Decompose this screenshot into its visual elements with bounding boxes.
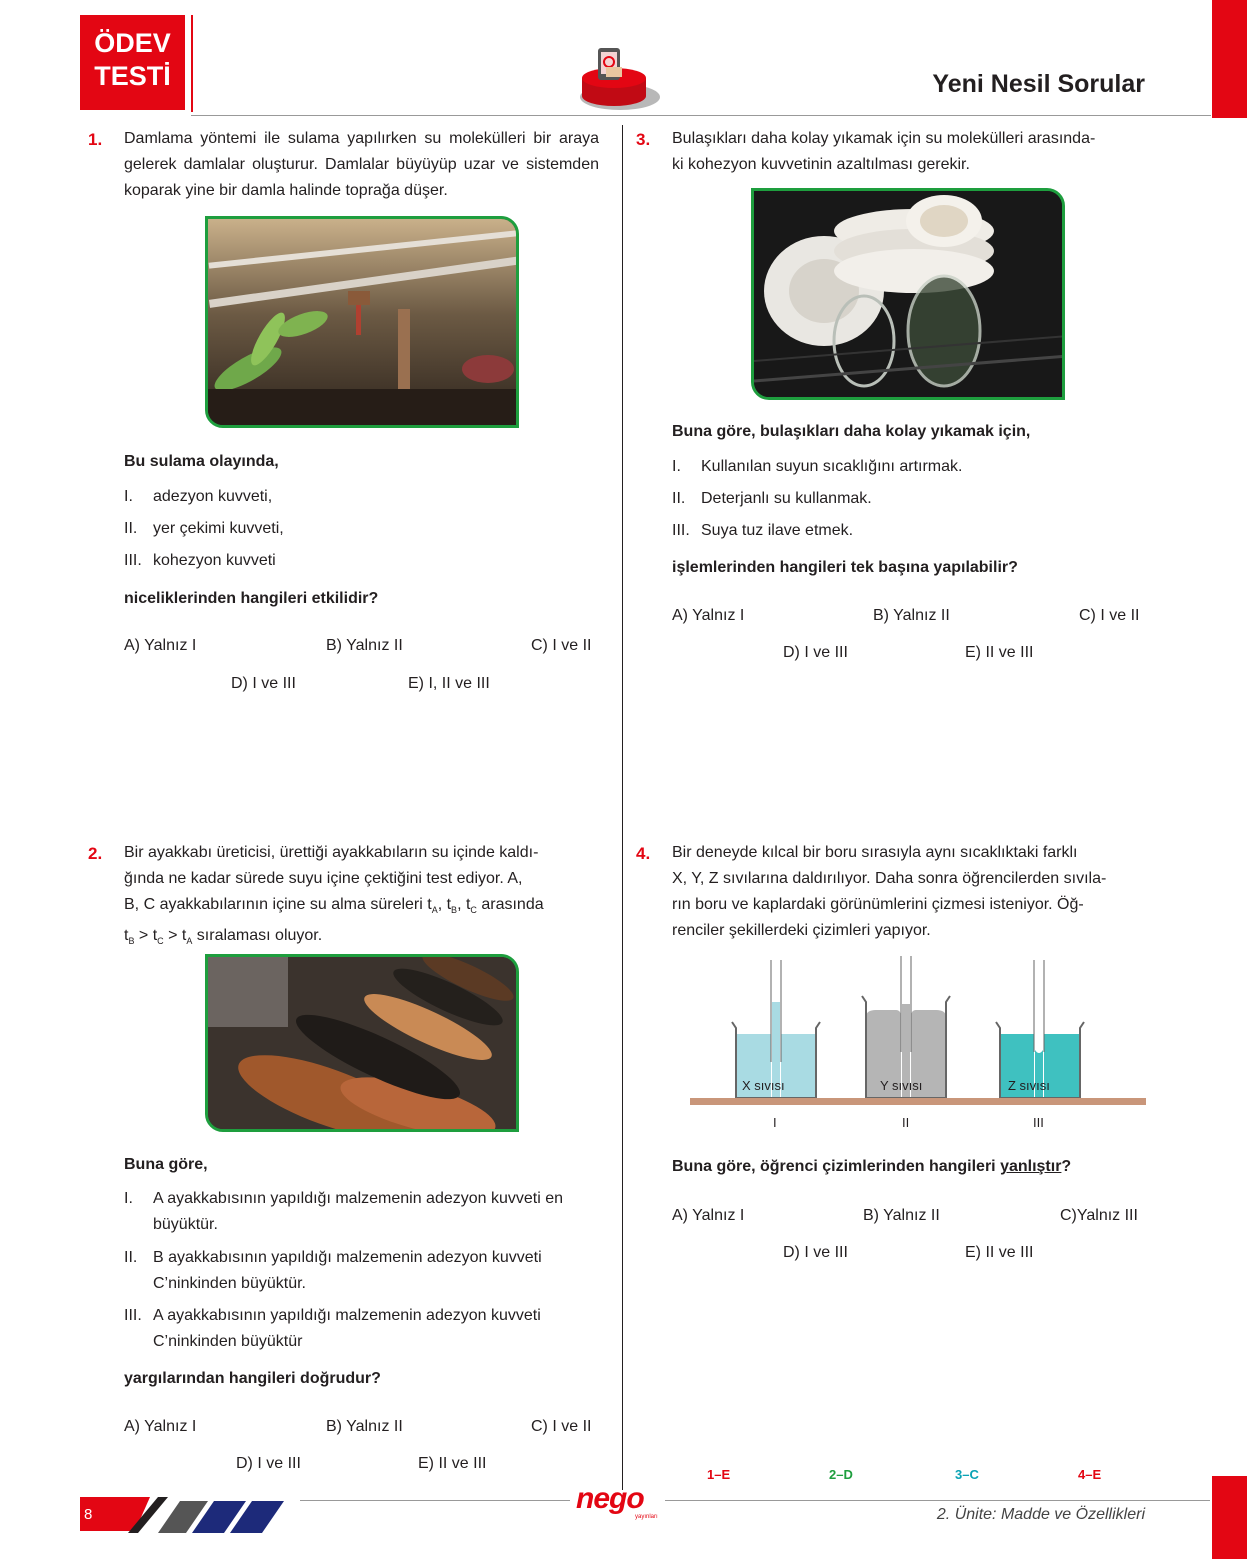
nego-logo-sub: yayınları bbox=[635, 1514, 658, 1520]
answer-4: 4–E bbox=[1078, 1467, 1102, 1482]
shoes-photo bbox=[205, 954, 519, 1132]
roman-iii: III bbox=[1033, 1115, 1044, 1130]
q4-prompt-suffix: ? bbox=[1061, 1158, 1072, 1175]
q3-item-1-roman: I. bbox=[672, 458, 681, 475]
comma-2: , bbox=[457, 896, 466, 913]
table-surface bbox=[690, 1098, 1146, 1105]
comma-1: , bbox=[437, 896, 447, 913]
q4-line-4: renciler şekillerdeki çizimleri yapıyor. bbox=[672, 922, 931, 939]
t-b: t bbox=[446, 896, 452, 913]
order-sub-c: C bbox=[157, 936, 164, 947]
footer-line-left bbox=[300, 1500, 570, 1501]
question-2-number: 2. bbox=[88, 844, 103, 863]
q4-option-a[interactable]: A) Yalnız I bbox=[672, 1207, 745, 1224]
order-t-c: t bbox=[152, 927, 158, 945]
q2-line-1: Bir ayakkabı üreticisi, ürettiği ayakkabıların su içinde kaldı- bbox=[124, 844, 539, 861]
q2-item-2-text: B ayakkabısının yapıldığı malzemenin adezyon kuvveti C’ninkinden büyüktür. bbox=[153, 1249, 542, 1292]
q3-item-1-text: Kullanılan suyun sıcaklığını artırmak. bbox=[701, 458, 963, 475]
order-sub-a: A bbox=[186, 936, 193, 947]
q2-item-3-roman: III. bbox=[124, 1307, 142, 1324]
beaker-y bbox=[862, 956, 950, 1098]
q2-item-3-text: A ayakkabısının yapıldığı malzemenin adezyon kuvveti C’ninkinden büyüktür bbox=[153, 1307, 541, 1350]
q1-option-d[interactable]: D) I ve III bbox=[231, 675, 296, 692]
t-c: t bbox=[465, 896, 471, 913]
q2-line-3-suffix: arasında bbox=[476, 896, 544, 913]
q1-item-2-roman: II. bbox=[124, 520, 138, 537]
question-3-text bbox=[672, 126, 1147, 178]
question-4-text bbox=[672, 840, 1147, 944]
q2-line-4-suffix: sıralaması oluyor. bbox=[192, 927, 323, 945]
capillary-figure bbox=[688, 952, 1148, 1137]
q1-option-a[interactable]: A) Yalnız I bbox=[124, 637, 197, 654]
answer-3: 3–C bbox=[955, 1467, 979, 1482]
q3-item-3-roman: III. bbox=[672, 522, 690, 539]
q2-line-3-prefix: B, C ayakkabılarının içine su alma süreleri t bbox=[124, 896, 432, 913]
q2-item-2-roman: II. bbox=[124, 1249, 138, 1266]
q2-item-1-roman: I. bbox=[124, 1190, 133, 1207]
q3-item-3 bbox=[672, 518, 854, 544]
order-sub-b: B bbox=[128, 936, 135, 947]
q3-item-2 bbox=[672, 486, 872, 512]
q3-item-3-text: Suya tuz ilave etmek. bbox=[701, 522, 854, 539]
right-accent-bar-bottom bbox=[1212, 1476, 1247, 1559]
q3-option-e[interactable]: E) II ve III bbox=[965, 644, 1034, 661]
question-4-number: 4. bbox=[636, 844, 651, 863]
q1-item-1-text: adezyon kuvveti, bbox=[153, 488, 273, 505]
gt-2: > bbox=[163, 927, 182, 945]
order-t-b: t bbox=[124, 927, 129, 945]
question-1-prompt: niceliklerinden hangileri etkilidir? bbox=[124, 590, 379, 607]
unit-title: 2. Ünite: Madde ve Özellikleri bbox=[936, 1506, 1145, 1523]
q4-prompt-prefix: Buna göre, öğrenci çizimlerinden hangileri bbox=[672, 1158, 1001, 1175]
roman-ii: II bbox=[902, 1115, 910, 1130]
badge-line-1: ÖDEV bbox=[94, 28, 171, 58]
q4-option-b[interactable]: B) Yalnız II bbox=[863, 1207, 940, 1224]
q2-item-2 bbox=[124, 1245, 599, 1292]
t-a-sub: A bbox=[431, 905, 438, 916]
q3-line-1: Bulaşıkları daha kolay yıkamak için su molekülleri arasında- bbox=[672, 130, 1096, 147]
phone-button-icon bbox=[578, 45, 663, 115]
q2-item-1 bbox=[124, 1186, 599, 1233]
q1-item-3-roman: III. bbox=[124, 552, 142, 569]
drip-irrigation-illustration bbox=[208, 219, 519, 428]
header-divider bbox=[191, 115, 1211, 116]
question-1-lead: Bu sulama olayında, bbox=[124, 453, 279, 470]
q2-line-3 bbox=[124, 892, 599, 923]
q4-line-2: X, Y, Z sıvılarına daldırılıyor. Daha sonra öğrencilerden sıvıla- bbox=[672, 870, 1107, 887]
drip-irrigation-photo bbox=[205, 216, 519, 428]
question-3-number: 3. bbox=[636, 130, 651, 149]
q4-option-c[interactable]: C)Yalnız III bbox=[1060, 1207, 1138, 1224]
odev-testi-badge bbox=[80, 15, 185, 110]
q4-option-d[interactable]: D) I ve III bbox=[783, 1244, 848, 1261]
question-3-prompt: işlemlerinden hangileri tek başına yapılabilir? bbox=[672, 559, 1018, 576]
roman-i: I bbox=[773, 1115, 777, 1130]
shoes-illustration bbox=[208, 957, 519, 1132]
column-divider bbox=[622, 125, 623, 1490]
q1-item-2 bbox=[124, 516, 284, 542]
footer-line-right bbox=[665, 1500, 1210, 1501]
question-1-number: 1. bbox=[88, 130, 103, 149]
q3-item-2-text: Deterjanlı su kullanmak. bbox=[701, 490, 872, 507]
gt-1: > bbox=[134, 927, 153, 945]
q1-item-1 bbox=[124, 484, 273, 510]
q2-option-d[interactable]: D) I ve III bbox=[236, 1455, 301, 1472]
answer-2: 2–D bbox=[829, 1467, 853, 1482]
q1-option-b[interactable]: B) Yalnız II bbox=[326, 637, 403, 654]
q1-item-3-text: kohezyon kuvveti bbox=[153, 552, 276, 569]
answer-1: 1–E bbox=[707, 1467, 731, 1482]
right-accent-bar bbox=[1212, 0, 1247, 118]
badge-rule bbox=[191, 15, 193, 112]
q3-option-d[interactable]: D) I ve III bbox=[783, 644, 848, 661]
q1-option-e[interactable]: E) I, II ve III bbox=[408, 675, 490, 692]
q1-option-c[interactable]: C) I ve II bbox=[531, 637, 592, 654]
label-y-sivisi: Y sıvısı bbox=[880, 1078, 923, 1093]
t-c-sub: C bbox=[470, 905, 477, 916]
q2-option-b[interactable]: B) Yalnız II bbox=[326, 1418, 403, 1435]
section-title: Yeni Nesil Sorular bbox=[932, 70, 1145, 98]
q1-item-2-text: yer çekimi kuvveti, bbox=[153, 520, 284, 537]
question-2-text bbox=[124, 840, 599, 954]
order-t-a: t bbox=[181, 927, 187, 945]
q4-option-e[interactable]: E) II ve III bbox=[965, 1244, 1034, 1261]
q2-option-e[interactable]: E) II ve III bbox=[418, 1455, 487, 1472]
q4-line-3: rın boru ve kaplardaki görünümlerini çizmesi isteniyor. Öğ- bbox=[672, 896, 1084, 913]
q4-line-1: Bir deneyde kılcal bir boru sırasıyla aynı sıcaklıktaki farklı bbox=[672, 844, 1078, 861]
question-4-prompt bbox=[672, 1158, 1071, 1176]
label-z-sivisi: Z sıvısı bbox=[1008, 1078, 1050, 1093]
dishes-illustration bbox=[754, 191, 1065, 400]
q4-prompt-underlined: yanlıştır bbox=[1000, 1158, 1062, 1175]
q1-item-3 bbox=[124, 548, 276, 574]
footer-stripes bbox=[80, 1497, 310, 1539]
q1-item-1-roman: I. bbox=[124, 488, 133, 505]
question-2-lead: Buna göre, bbox=[124, 1156, 208, 1173]
badge-line-2: TESTİ bbox=[94, 61, 171, 91]
q2-item-1-text: A ayakkabısının yapıldığı malzemenin adezyon kuvveti en büyüktür. bbox=[153, 1190, 564, 1233]
q3-option-a[interactable]: A) Yalnız I bbox=[672, 607, 745, 624]
label-x-sivisi: X sıvısı bbox=[742, 1078, 785, 1093]
q2-option-c[interactable]: C) I ve II bbox=[531, 1418, 592, 1435]
q3-item-1 bbox=[672, 454, 963, 480]
t-b-sub: B bbox=[451, 905, 458, 916]
q3-line-2: ki kohezyon kuvvetinin azaltılması gerekir. bbox=[672, 156, 970, 173]
page-number: 8 bbox=[84, 1506, 93, 1523]
nego-logo: nego bbox=[576, 1482, 644, 1515]
q3-item-2-roman: II. bbox=[672, 490, 686, 507]
question-3-lead: Buna göre, bulaşıkları daha kolay yıkamak için, bbox=[672, 423, 1031, 440]
question-2-prompt: yargılarından hangileri doğrudur? bbox=[124, 1370, 381, 1387]
q2-option-a[interactable]: A) Yalnız I bbox=[124, 1418, 197, 1435]
q2-item-3 bbox=[124, 1303, 599, 1350]
dishes-photo bbox=[751, 188, 1065, 400]
question-1-text: Damlama yöntemi ile sulama yapılırken su molekülleri bir araya gelerek damlalar oluşturur. Damlalar büyüyüp uzar ve sistemden koparak yine bir damla halinde toprağa düşer. bbox=[124, 130, 599, 199]
q3-option-b[interactable]: B) Yalnız II bbox=[873, 607, 950, 624]
q2-line-2: ğında ne kadar sürede suyu içine çektiğini test ediyor. A, bbox=[124, 870, 523, 887]
q3-option-c[interactable]: C) I ve II bbox=[1079, 607, 1140, 624]
q2-line-4 bbox=[124, 923, 599, 954]
